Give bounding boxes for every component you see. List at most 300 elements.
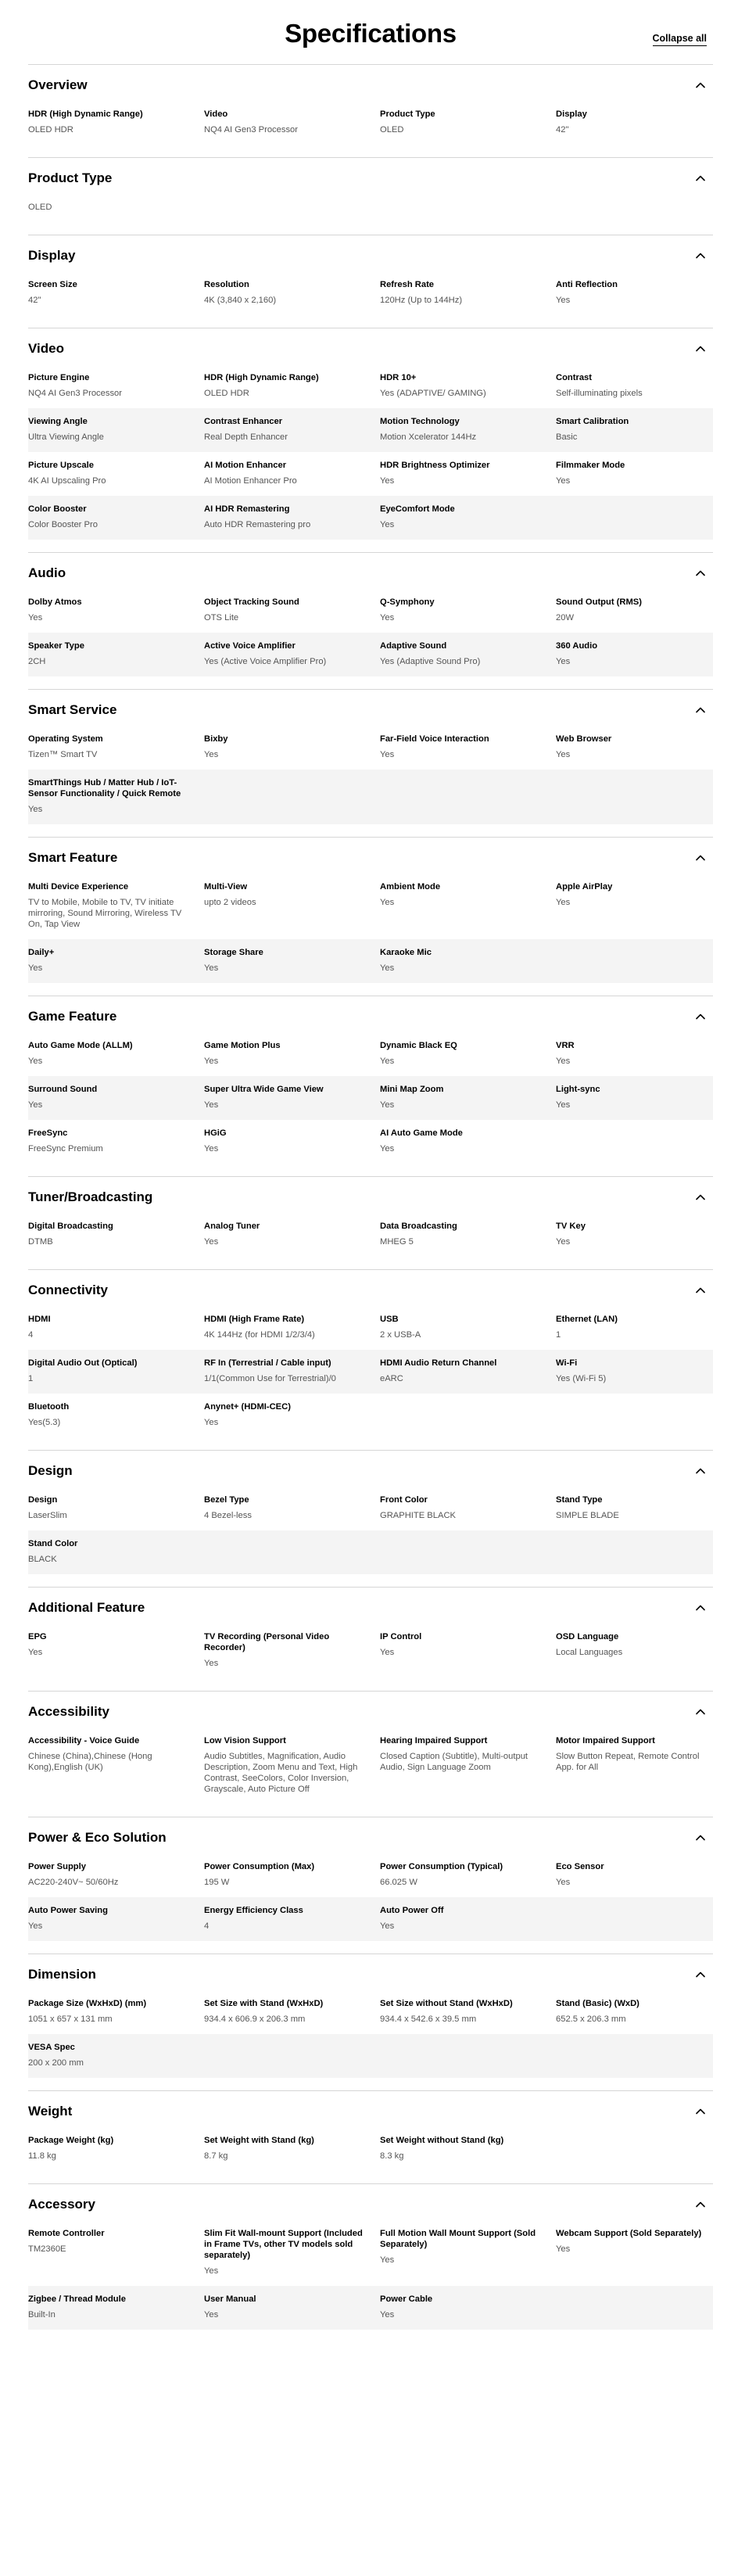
spec-value: Yes	[380, 2255, 395, 2265]
spec-value: eARC	[380, 1374, 403, 1383]
spec-section-accessibility	[28, 1691, 713, 1817]
spec-section-additional-feature	[28, 1587, 713, 1691]
spec-label: Low Vision Support	[204, 1736, 286, 1745]
spec-value: Yes (Adaptive Sound Pro)	[380, 657, 481, 666]
spec-value: 4K 144Hz (for HDMI 1/2/3/4)	[204, 1330, 315, 1340]
spec-label: Analog Tuner	[204, 1222, 260, 1231]
spec-value: 2 x USB-A	[380, 1330, 421, 1340]
spec-section-game-feature	[28, 996, 713, 1176]
chevron-up-icon[interactable]	[694, 2198, 707, 2211]
spec-item	[380, 1358, 556, 1384]
chevron-up-icon[interactable]	[694, 852, 707, 864]
spec-value: upto 2 videos	[204, 898, 256, 907]
spec-item	[556, 881, 713, 930]
spec-item	[556, 279, 713, 306]
section-header-accessory[interactable]	[28, 2184, 713, 2220]
spec-label: Wi-Fi	[556, 1358, 578, 1368]
section-header-weight[interactable]	[28, 2091, 713, 2127]
spec-label: Front Color	[380, 1495, 428, 1505]
spec-label: Auto Game Mode (ALLM)	[28, 1041, 133, 1050]
spec-label: AI Auto Game Mode	[380, 1128, 463, 1138]
spec-label: Dynamic Black EQ	[380, 1041, 457, 1050]
spec-value: OLED	[380, 125, 404, 135]
spec-label: Zigbee / Thread Module	[28, 2294, 126, 2304]
spec-label: Bixby	[204, 734, 228, 744]
spec-label: Sound Output (RMS)	[556, 597, 642, 607]
spec-item	[28, 504, 204, 530]
spec-item	[380, 1494, 556, 1521]
spec-value: 934.4 x 542.6 x 39.5 mm	[380, 2015, 477, 2024]
section-header-game-feature[interactable]	[28, 996, 713, 1032]
section-header-dimension[interactable]	[28, 1954, 713, 1990]
spec-value: Yes	[204, 963, 219, 973]
spec-label: Package Size (WxHxD) (mm)	[28, 1999, 147, 2008]
spec-item	[204, 109, 380, 135]
spec-item	[204, 460, 380, 486]
spec-section-power-eco-solution	[28, 1817, 713, 1954]
spec-item	[28, 1905, 204, 1932]
spec-value: OTS Lite	[204, 613, 239, 622]
spec-item	[204, 1631, 380, 1669]
spec-item	[28, 1861, 204, 1888]
spec-value: Yes	[204, 1144, 219, 1153]
spec-value: NQ4 AI Gen3 Processor	[28, 389, 123, 398]
spec-label: Power Consumption (Typical)	[380, 1862, 503, 1871]
spec-value: 20W	[556, 613, 575, 622]
spec-item	[380, 504, 556, 530]
spec-label: VESA Spec	[28, 2043, 75, 2052]
spec-label: Digital Broadcasting	[28, 1222, 113, 1231]
spec-row	[28, 2220, 713, 2286]
spec-label: Storage Share	[204, 948, 263, 957]
spec-item	[380, 1631, 556, 1669]
spec-row	[28, 1306, 713, 1350]
section-title: Smart Feature	[28, 850, 118, 865]
spec-item	[556, 1084, 713, 1110]
section-header-connectivity[interactable]	[28, 1270, 713, 1306]
spec-row	[28, 1727, 713, 1804]
spec-section-video	[28, 328, 713, 552]
spec-value: SIMPLE BLADE	[556, 1511, 619, 1520]
spec-value: Yes	[28, 1057, 43, 1066]
spec-item	[204, 1128, 380, 1154]
spec-value: 8.7 kg	[204, 2151, 228, 2161]
spec-item	[204, 1084, 380, 1110]
section-title: Smart Service	[28, 702, 117, 717]
spec-label: Super Ultra Wide Game View	[204, 1085, 324, 1094]
spec-value: 8.3 kg	[380, 2151, 404, 2161]
section-header-design[interactable]	[28, 1451, 713, 1487]
spec-label: Contrast	[556, 373, 592, 382]
spec-section-overview	[28, 64, 713, 157]
spec-value: 11.8 kg	[28, 2151, 56, 2161]
spec-item	[556, 1314, 713, 1340]
chevron-up-icon[interactable]	[694, 1832, 707, 1844]
spec-section-smart-service	[28, 689, 713, 837]
spec-value: Yes	[556, 1100, 571, 1110]
spec-value: 4K AI Upscaling Pro	[28, 476, 106, 486]
spec-item	[556, 1040, 713, 1067]
spec-section-product-type	[28, 157, 713, 235]
spec-value: Real Depth Enhancer	[204, 432, 288, 442]
spec-label: HGiG	[204, 1128, 227, 1138]
spec-label: HDR (High Dynamic Range)	[28, 109, 143, 119]
chevron-up-icon[interactable]	[694, 1602, 707, 1614]
spec-label: Energy Efficiency Class	[204, 1906, 303, 1915]
spec-item	[28, 1631, 204, 1669]
spec-label: SmartThings Hub / Matter Hub / IoT-Sensor Functionality / Quick Remote	[28, 778, 181, 798]
spec-label: Web Browser	[556, 734, 612, 744]
section-header-overview[interactable]	[28, 65, 713, 101]
spec-item	[380, 2294, 556, 2320]
spec-value: Yes	[380, 898, 395, 907]
section-title: Audio	[28, 565, 66, 580]
spec-label: Multi Device Experience	[28, 882, 129, 892]
spec-item	[204, 2135, 380, 2162]
spec-item	[28, 777, 204, 815]
spec-label: Daily+	[28, 948, 55, 957]
spec-label: EPG	[28, 1632, 47, 1641]
spec-label: Package Weight (kg)	[28, 2136, 114, 2145]
spec-row	[28, 726, 713, 770]
spec-item	[28, 1494, 204, 1521]
section-header-display[interactable]	[28, 235, 713, 271]
spec-label: Accessibility - Voice Guide	[28, 1736, 140, 1745]
spec-row	[28, 1076, 713, 1120]
spec-label: Power Supply	[28, 1862, 86, 1871]
spec-row	[28, 2034, 713, 2078]
spec-label: TV Key	[556, 1222, 586, 1231]
spec-label: Karaoke Mic	[380, 948, 432, 957]
spec-item	[204, 279, 380, 306]
chevron-up-icon[interactable]	[694, 1968, 707, 1981]
spec-section-smart-feature	[28, 837, 713, 996]
spec-value: Yes	[28, 613, 43, 622]
section-header-power-eco-solution[interactable]	[28, 1817, 713, 1853]
spec-label: Smart Calibration	[556, 417, 629, 426]
section-header-additional-feature[interactable]	[28, 1588, 713, 1623]
spec-label: Display	[556, 109, 587, 119]
spec-row	[28, 770, 713, 824]
spec-label: Motion Technology	[380, 417, 460, 426]
spec-section-tuner-broadcasting	[28, 1176, 713, 1269]
spec-item	[380, 734, 556, 760]
spec-value: Yes	[380, 2310, 395, 2319]
spec-value: Yes(5.3)	[28, 1418, 61, 1427]
section-title: Connectivity	[28, 1283, 109, 1297]
spec-value: Yes	[556, 1237, 571, 1247]
spec-label: Digital Audio Out (Optical)	[28, 1358, 138, 1368]
spec-item	[28, 1314, 204, 1340]
spec-label: Multi-View	[204, 882, 248, 892]
spec-value: Motion Xcelerator 144Hz	[380, 432, 477, 442]
spec-label: Ambient Mode	[380, 882, 441, 892]
spec-value: OLED	[28, 203, 52, 212]
spec-label: Q-Symphony	[380, 597, 435, 607]
spec-item	[380, 372, 556, 399]
spec-label: Set Size with Stand (WxHxD)	[204, 1999, 324, 2008]
spec-value: 42"	[556, 125, 569, 135]
section-title: Video	[28, 341, 64, 356]
section-header-audio[interactable]	[28, 553, 713, 589]
spec-label: Refresh Rate	[380, 280, 435, 289]
spec-item	[28, 881, 204, 930]
spec-value: Built-In	[28, 2310, 56, 2319]
spec-item	[380, 1221, 556, 1247]
spec-item	[556, 460, 713, 486]
spec-label: Color Booster	[28, 504, 87, 514]
spec-value: 66.025 W	[380, 1878, 417, 1887]
section-title: Power & Eco Solution	[28, 1830, 167, 1845]
spec-value: Yes	[380, 1100, 395, 1110]
spec-value: Yes	[556, 657, 571, 666]
spec-item	[380, 881, 556, 930]
spec-label: Product Type	[380, 109, 435, 119]
section-title: Display	[28, 248, 76, 263]
spec-value: Yes	[204, 1100, 219, 1110]
spec-label: Set Weight without Stand (kg)	[380, 2136, 504, 2145]
spec-section-dimension	[28, 1954, 713, 2090]
spec-row	[28, 1487, 713, 1530]
spec-item	[28, 1084, 204, 1110]
spec-label: Power Cable	[380, 2294, 433, 2304]
spec-item	[204, 881, 380, 930]
section-title: Accessibility	[28, 1704, 109, 1719]
spec-label: Dolby Atmos	[28, 597, 82, 607]
section-header-smart-feature[interactable]	[28, 838, 713, 874]
specifications-header	[28, 0, 713, 64]
page-title: Specifications	[285, 19, 457, 48]
spec-value: Yes (Wi-Fi 5)	[556, 1374, 607, 1383]
spec-label: Anti Reflection	[556, 280, 618, 289]
spec-value: 4 Bezel-less	[204, 1511, 252, 1520]
spec-label: Video	[204, 109, 228, 119]
spec-value: Yes	[204, 750, 219, 759]
spec-value: Yes	[380, 963, 395, 973]
spec-item	[204, 1358, 380, 1384]
chevron-up-icon[interactable]	[694, 79, 707, 91]
spec-item	[380, 2228, 556, 2276]
spec-label: Bluetooth	[28, 1402, 70, 1412]
spec-item	[204, 2294, 380, 2320]
spec-item	[204, 1040, 380, 1067]
spec-item	[28, 460, 204, 486]
chevron-up-icon[interactable]	[694, 1465, 707, 1477]
spec-value: 4K (3,840 x 2,160)	[204, 296, 277, 305]
chevron-up-icon[interactable]	[694, 172, 707, 185]
spec-item	[28, 372, 204, 399]
spec-value: NQ4 AI Gen3 Processor	[204, 125, 299, 135]
spec-label: HDMI	[28, 1315, 51, 1324]
spec-row	[28, 1897, 713, 1941]
spec-row	[28, 1853, 713, 1897]
spec-label: Motor Impaired Support	[556, 1736, 655, 1745]
spec-label: Ethernet (LAN)	[556, 1315, 618, 1324]
chevron-up-icon[interactable]	[694, 2105, 707, 2118]
spec-item	[204, 416, 380, 443]
spec-item	[204, 1221, 380, 1247]
section-header-smart-service[interactable]	[28, 690, 713, 726]
spec-item	[380, 1861, 556, 1888]
chevron-up-icon[interactable]	[694, 1284, 707, 1297]
spec-row	[28, 271, 713, 315]
spec-item	[28, 1735, 204, 1795]
section-title: Tuner/Broadcasting	[28, 1189, 153, 1204]
spec-item	[28, 2135, 204, 2162]
spec-item	[380, 1084, 556, 1110]
spec-item	[204, 372, 380, 399]
spec-value: Yes	[380, 520, 395, 529]
chevron-up-icon[interactable]	[694, 1706, 707, 1718]
spec-value: Basic	[556, 432, 578, 442]
spec-item	[556, 640, 713, 667]
spec-value: Self-illuminating pixels	[556, 389, 643, 398]
spec-value: Yes	[380, 1057, 395, 1066]
spec-value: 1051 x 657 x 131 mm	[28, 2015, 113, 2024]
spec-value: Ultra Viewing Angle	[28, 432, 104, 442]
spec-value: Yes	[380, 613, 395, 622]
spec-value: Yes	[556, 296, 571, 305]
spec-row	[28, 452, 713, 496]
spec-value: FreeSync Premium	[28, 1144, 103, 1153]
chevron-up-icon[interactable]	[694, 343, 707, 355]
chevron-up-icon[interactable]	[694, 249, 707, 262]
spec-item	[556, 1494, 713, 1521]
spec-label: Data Broadcasting	[380, 1222, 457, 1231]
spec-value: Yes	[204, 1418, 219, 1427]
spec-item	[204, 597, 380, 623]
chevron-up-icon[interactable]	[694, 1191, 707, 1204]
spec-item	[380, 2135, 556, 2162]
spec-item	[28, 1040, 204, 1067]
spec-label: Far-Field Voice Interaction	[380, 734, 489, 744]
spec-label: Contrast Enhancer	[204, 417, 283, 426]
spec-label: FreeSync	[28, 1128, 68, 1138]
spec-label: HDR Brightness Optimizer	[380, 461, 490, 470]
spec-item	[556, 1861, 713, 1888]
spec-item	[204, 1401, 380, 1428]
spec-label: AI Motion Enhancer	[204, 461, 287, 470]
spec-item	[380, 416, 556, 443]
spec-label: Power Consumption (Max)	[204, 1862, 315, 1871]
spec-item	[204, 1494, 380, 1521]
spec-value: Yes	[380, 1921, 395, 1931]
spec-value: Yes (ADAPTIVE/ GAMING)	[380, 389, 486, 398]
spec-item	[28, 1998, 204, 2025]
spec-label: Apple AirPlay	[556, 882, 613, 892]
spec-item	[28, 947, 204, 974]
spec-value: Chinese (China),Chinese (Hong Kong),English (UK)	[28, 1752, 152, 1772]
spec-label: Stand Color	[28, 1539, 78, 1548]
section-title: Design	[28, 1463, 73, 1478]
spec-section-design	[28, 1450, 713, 1587]
spec-item	[204, 640, 380, 667]
spec-item	[380, 1314, 556, 1340]
spec-value: DTMB	[28, 1237, 53, 1247]
spec-item	[556, 1998, 713, 2025]
spec-label: HDMI Audio Return Channel	[380, 1358, 497, 1368]
spec-row	[28, 101, 713, 145]
spec-value: Local Languages	[556, 1648, 623, 1657]
spec-item	[380, 1040, 556, 1067]
section-header-video[interactable]	[28, 328, 713, 364]
section-header-product-type[interactable]	[28, 158, 713, 194]
chevron-up-icon[interactable]	[694, 704, 707, 716]
spec-label: Surround Sound	[28, 1085, 98, 1094]
spec-value: 1/1(Common Use for Terrestrial)/0	[204, 1374, 336, 1383]
spec-value: Yes	[380, 476, 395, 486]
spec-value: AC220-240V~ 50/60Hz	[28, 1878, 119, 1887]
spec-value: Yes	[556, 1878, 571, 1887]
spec-section-accessory	[28, 2183, 713, 2342]
spec-item	[204, 2228, 380, 2276]
section-header-tuner-broadcasting[interactable]	[28, 1177, 713, 1213]
spec-value: 200 x 200 mm	[28, 2058, 84, 2068]
spec-label: Resolution	[204, 280, 249, 289]
spec-value: GRAPHITE BLACK	[380, 1511, 456, 1520]
spec-label: Full Motion Wall Mount Support (Sold Separately)	[380, 2229, 536, 2249]
chevron-up-icon[interactable]	[694, 1010, 707, 1023]
spec-label: Picture Upscale	[28, 461, 94, 470]
spec-label: HDR 10+	[380, 373, 417, 382]
chevron-up-icon[interactable]	[694, 567, 707, 579]
spec-row	[28, 364, 713, 408]
spec-item	[556, 1358, 713, 1384]
spec-item	[556, 1631, 713, 1669]
spec-label: TV Recording (Personal Video Recorder)	[204, 1632, 330, 1652]
spec-item	[380, 460, 556, 486]
spec-label: Design	[28, 1495, 58, 1505]
spec-value: 4	[204, 1921, 210, 1931]
spec-label: Stand (Basic) (WxD)	[556, 1999, 639, 2008]
spec-label: Slim Fit Wall-mount Support (Included in Frame TVs, other TV models sold separately)	[204, 2229, 363, 2260]
spec-row	[28, 408, 713, 452]
spec-item	[380, 1998, 556, 2025]
spec-label: Set Weight with Stand (kg)	[204, 2136, 314, 2145]
spec-sections	[28, 64, 713, 2342]
spec-row	[28, 1350, 713, 1394]
spec-label: HDMI (High Frame Rate)	[204, 1315, 305, 1324]
spec-section-display	[28, 235, 713, 328]
spec-item	[204, 1735, 380, 1795]
spec-label: Webcam Support (Sold Separately)	[556, 2229, 702, 2238]
spec-label: Light-sync	[556, 1085, 600, 1094]
spec-item	[380, 597, 556, 623]
spec-value: 195 W	[204, 1878, 230, 1887]
spec-item	[380, 640, 556, 667]
spec-item	[28, 279, 204, 306]
collapse-all-button[interactable]: Collapse all	[653, 33, 707, 46]
spec-row	[28, 874, 713, 939]
spec-item	[556, 416, 713, 443]
section-header-accessibility[interactable]	[28, 1692, 713, 1727]
spec-value: Yes	[380, 750, 395, 759]
section-title: Weight	[28, 2104, 73, 2119]
spec-section-audio	[28, 552, 713, 689]
spec-item	[28, 597, 204, 623]
spec-section-connectivity	[28, 1269, 713, 1450]
spec-item	[28, 2294, 204, 2320]
spec-label: Screen Size	[28, 280, 77, 289]
spec-label: AI HDR Remastering	[204, 504, 290, 514]
spec-item	[380, 109, 556, 135]
spec-item	[28, 416, 204, 443]
spec-value: Yes	[380, 1648, 395, 1657]
spec-value: Audio Subtitles, Magnification, Audio Description, Zoom Menu and Text, High Contrast, SeeColors, Color Inversion, Grayscale, Auto Picture Off	[204, 1752, 358, 1794]
spec-value: 2CH	[28, 657, 46, 666]
spec-label: USB	[380, 1315, 399, 1324]
spec-item	[204, 1861, 380, 1888]
